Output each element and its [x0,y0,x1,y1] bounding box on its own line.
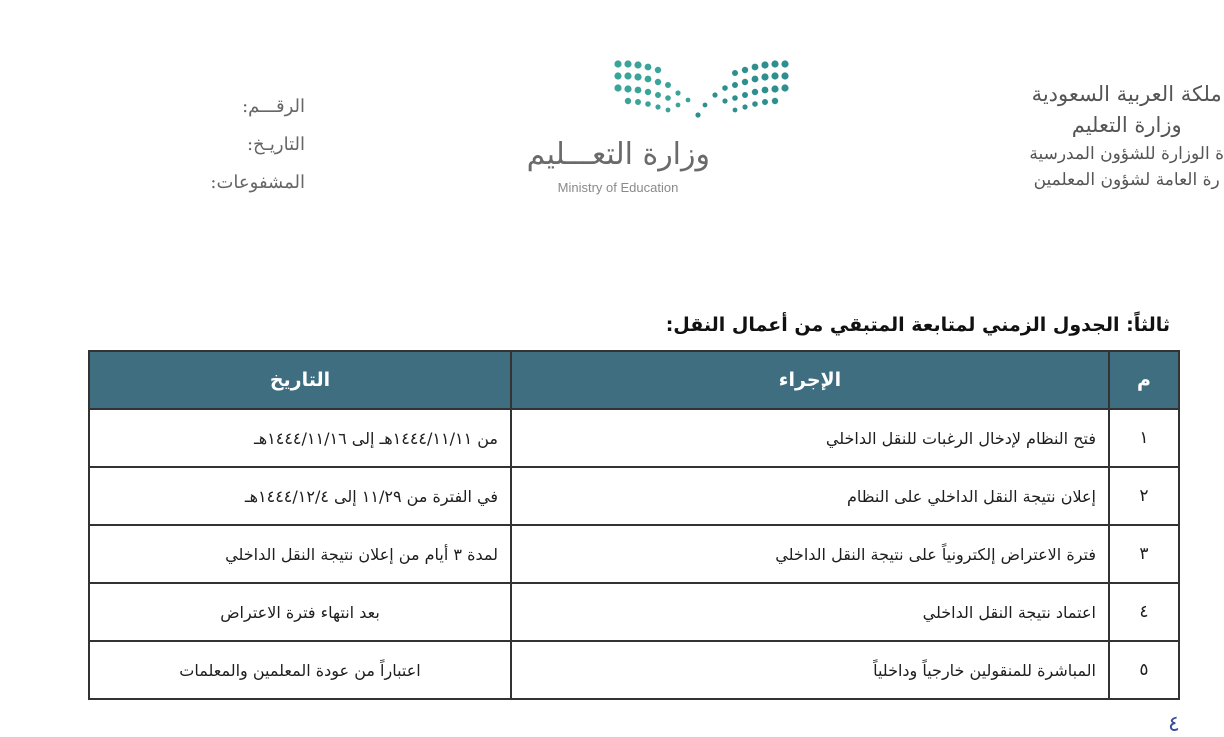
row-number: ١ [1109,409,1179,467]
row-date: بعد انتهاء فترة الاعتراض [89,583,511,641]
attachments-field-label: المشفوعات: [210,172,305,193]
row-action: اعتماد نتيجة النقل الداخلي [511,583,1109,641]
row-action: فتح النظام لإدخال الرغبات للنقل الداخلي [511,409,1109,467]
row-action: إعلان نتيجة النقل الداخلي على النظام [511,467,1109,525]
header-date: التاريخ [89,351,511,409]
ministry-name: وزارة التعليم [1071,113,1182,137]
table-row [89,641,1179,699]
logo-arabic-name: وزارة التعـــليم [526,137,710,172]
row-number: ٣ [1109,525,1179,583]
section-title: ثالثاً: الجدول الزمني لمتابعة المتبقي من أعمال النقل: [665,314,1170,336]
number-field-label: الرقـــم: [242,96,305,117]
row-number: ٢ [1109,467,1179,525]
letterhead-right [1029,84,1224,189]
row-date: اعتباراً من عودة المعلمين والمعلمات [89,641,511,699]
table-row [89,525,1179,583]
ministry-logo [520,55,800,205]
row-date: في الفترة من ١١/٢٩ إلى ١٤٤٤/١٢/٤هـ [89,467,511,525]
table-row [89,583,1179,641]
ministry-logo-dots-icon [520,55,800,135]
table-row [89,467,1179,525]
row-number: ٤ [1109,583,1179,641]
handwritten-mark: ٤ [1168,712,1180,737]
reference-fields [190,96,305,210]
row-date: لمدة ٣ أيام من إعلان نتيجة النقل الداخلي [89,525,511,583]
table-header-row [89,351,1179,409]
row-number: ٥ [1109,641,1179,699]
header-number: م [1109,351,1179,409]
transfer-schedule-table [88,350,1180,700]
row-action: المباشرة للمنقولين خارجياً وداخلياً [511,641,1109,699]
row-action: فترة الاعتراض إلكترونياً على نتيجة النقل الداخلي [511,525,1109,583]
deputy-name: ة الوزارة للشؤون المدرسية [1029,144,1224,164]
row-date: من ١٤٤٤/١١/١١هـ إلى ١٤٤٤/١١/١٦هـ [89,409,511,467]
header-action: الإجراء [511,351,1109,409]
directorate-name: رة العامة لشؤون المعلمين [1033,170,1220,190]
logo-english-name: Ministry of Education [557,180,679,195]
kingdom-name: ملكة العربية السعودية [1031,82,1222,106]
date-field-label: التاريـخ: [246,134,305,155]
table-row [89,409,1179,467]
